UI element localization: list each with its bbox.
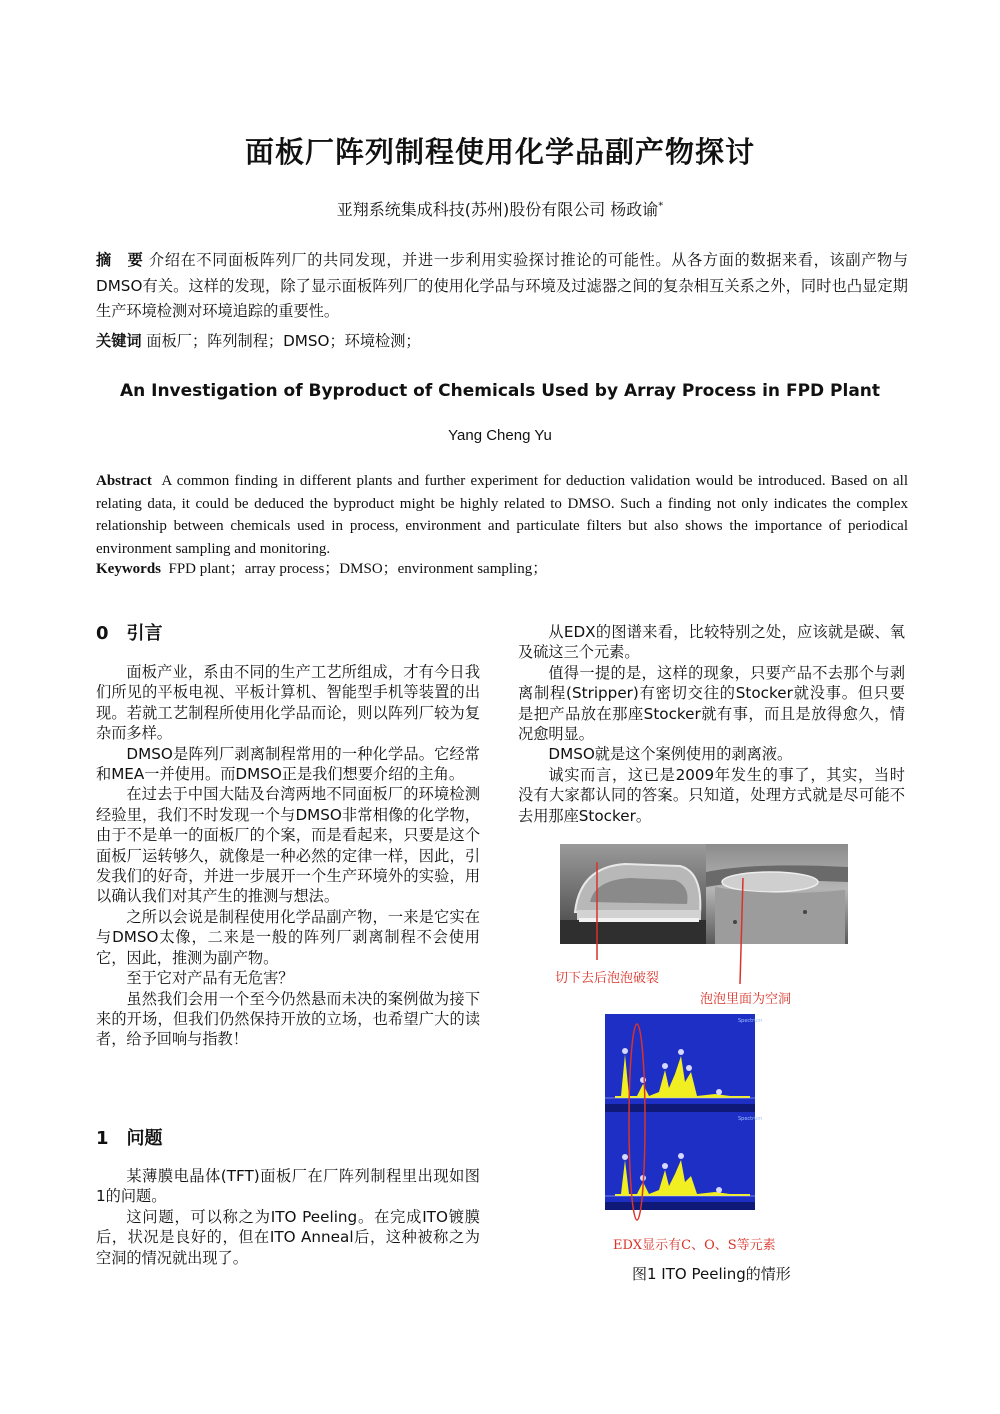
paragraph: 这问题，可以称之为ITO Peeling。在完成ITO镀膜后，状况是良好的，但在ITO Anneal后，这种被称之为空洞的情况就出现了。 <box>96 1207 480 1267</box>
abstract-en-label: Abstract <box>96 473 152 489</box>
paragraph: 诚实而言，这已是2009年发生的事了，其实，当时没有大家都认同的答案。只知道，处理方式就是尽可能不去用那座Stocker。 <box>518 765 905 825</box>
author-name: 亚翔系统集成科技(苏州)股份有限公司 杨政谕 <box>336 200 659 219</box>
paragraph: 虽然我们会用一个至今仍然悬而未决的案例做为接下来的开场，但我们仍然保持开放的立场，也希望广大的读者，给予回响与指教！ <box>96 989 480 1049</box>
section-0-heading: 0 引言 <box>96 623 163 644</box>
abstract-en <box>96 470 908 560</box>
paragraph: 面板产业，系由不同的生产工艺所组成，才有今日我们所见的平板电视、平板计算机、智能型手机等装置的出现。若就工艺制程所使用化学品而论，则以阵列厂较为复杂而多样。 <box>96 663 480 743</box>
keywords-en-text: FPD plant；array process；DMSO；environment sampling； <box>168 561 548 577</box>
paragraph: DMSO是阵列厂剥离制程常用的一种化学品。它经常和MEA一并使用。而DMSO正是我们想要介绍的主角。 <box>96 744 480 784</box>
abstract-cn-label: 摘 要 <box>96 251 144 269</box>
paragraph: 至于它对产品有无危害？ <box>126 969 294 988</box>
abstract-cn <box>96 248 908 325</box>
paragraph: 某薄膜电晶体(TFT)面板厂在厂阵列制程里出现如图 1的问题。 <box>96 1167 480 1206</box>
spectrum-label: Spectrum <box>738 1018 763 1024</box>
keywords-cn-text: 面板厂；阵列制程；DMSO；环境检测； <box>146 332 421 350</box>
figure-1 <box>555 842 855 1272</box>
paragraph: 在过去于中国大陆及台湾两地不同面板厂的环境检测经验里，我们不时发现一个与DMSO非常相像的化学物，由于不是单一的面板厂的个案，而是看起来，只要是这个面板厂运转够久，就像是一种必然的定律一样，因此，引发我们的好奇，并进一步展开一个生产环境外的实验，用以确认我们对其产生的推测与想法。 <box>96 785 480 906</box>
column-2-body <box>518 622 905 826</box>
author-mark: * <box>658 200 664 212</box>
paragraph: 从EDX的图谱来看，比较特别之处，应该就是碳、氧及硫这三个元素。 <box>518 623 905 662</box>
paper-title-en: An Investigation of Byproduct of Chemicals Used by Array Process in FPD Plant <box>119 381 881 401</box>
paragraph: 之所以会说是制程使用化学品副产物，一来是它实在与DMSO太像，二来是一般的阵列厂剥离制程不会使用它，因此，推测为副产物。 <box>96 907 480 967</box>
annotation-edx: EDX显示有C、O、S等元素 <box>613 1238 776 1253</box>
section-1-body <box>96 1166 480 1268</box>
keywords-cn <box>96 330 908 351</box>
annotation-cut: 切下去后泡泡破裂 <box>555 971 660 986</box>
paragraph: 值得一提的是，这样的现象，只要产品不去那个与剥离制程(Stripper)有密切交往的Stocker就没事。但只要是把产品放在那座Stocker就有事，而且是放得愈久，情况愈明显。 <box>518 663 905 744</box>
spectrum-label: Spectrum <box>738 1116 763 1122</box>
keywords-cn-label: 关键词 <box>96 332 142 350</box>
author-en: Yang Cheng Yu <box>448 427 552 444</box>
sem-image-cross-section <box>560 844 706 944</box>
section-1-heading: 1 问题 <box>96 1128 163 1149</box>
keywords-en <box>96 557 908 578</box>
abstract-en-text: A common finding in different plants and further experiment for deduction validation would be introduced. Based on all relating data, it could be deduced the byproduct might be highly related to DMSO. Such a finding not only indicates the complex relationship between chemicals used in process, environment and particulate filters but also shows the importance of periodical environment sampling and monitoring. <box>96 473 908 557</box>
sem-image-void <box>706 844 848 944</box>
annotation-void: 泡泡里面为空洞 <box>700 992 792 1007</box>
figure-caption: 图1 ITO Peeling的情形 <box>632 1265 791 1283</box>
author-line <box>0 197 1000 220</box>
keywords-en-label: Keywords <box>96 561 161 577</box>
paper-title: 面板厂阵列制程使用化学品副产物探讨 <box>244 135 755 169</box>
paragraph: DMSO就是这个案例使用的剥离液。 <box>548 745 793 764</box>
abstract-cn-text: 介绍在不同面板阵列厂的共同发现，并进一步利用实验探讨推论的可能性。从各方面的数据来看，该副产物与DMSO有关。这样的发现，除了显示面板阵列厂的使用化学品与环境及过滤器之间的复杂相互关系之外，同时也凸显定期生产环境检测对环境追踪的重要性。 <box>96 251 909 320</box>
section-0-body <box>96 662 480 1050</box>
